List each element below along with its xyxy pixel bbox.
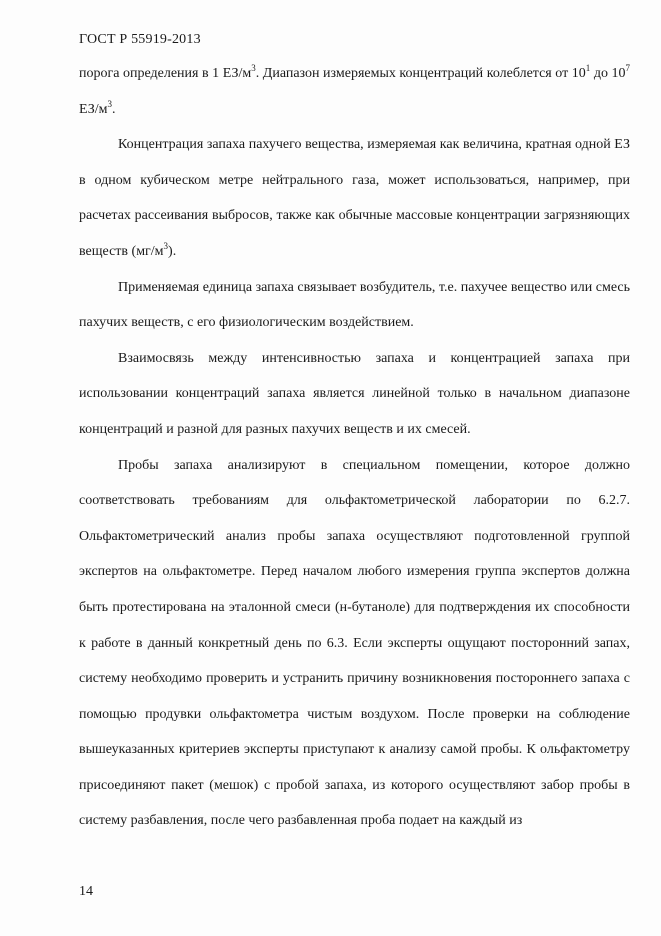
text-segment: ЕЗ/м <box>79 101 108 117</box>
text-segment: ). <box>168 243 177 259</box>
superscript: 3 <box>107 98 112 109</box>
superscript: 3 <box>251 63 256 73</box>
text-segment: Взаимосвязь между интенсивностью запаха и концентрацией запаха при использовании концентраций запаха является линейной только в начальном диапазоне концентраций и разной для разных пахучих веществ и их смесей. <box>79 350 630 437</box>
superscript: 1 <box>585 63 591 73</box>
text-segment: Пробы запаха анализируют в специальном помещении, которое должно соответствовать требованиям для ольфактометрической лаборатории по 6.2.7. Ольфактометрический анализ пробы запаха осуществляют подготовленной группой экспертов на ольфактометре. Перед началом любого измерения группа экспертов должна быть протестирована на эталонной смеси (н-бутаноле) для подтверждения их способности к работе в данный конкретный день по 6.3. Если эксперты ощущают посторонний запах, систему необходимо проверить и устранить причину возникновения постороннего запаха с помощью продувки ольфактометра чистым воздухом. После проверки на соблюдение вышеуказанных критериев эксперты приступают к анализу самой пробы. К ольфактометру присоединяют пакет (мешок) с пробой запаха, из которого осуществляют забор пробы в систему разбавления, после чего разбавленная проба подает на каждый из <box>79 457 630 829</box>
superscript: 7 <box>625 63 631 73</box>
paragraph <box>79 127 630 269</box>
paragraph <box>79 341 630 448</box>
text-segment: до 10 <box>590 66 626 81</box>
paragraph <box>79 448 630 840</box>
text-segment: . Диапазон измеряемых концентраций колеблется от 10 <box>255 66 586 81</box>
text-segment: Концентрация запаха пахучего вещества, измеряемая как величина, кратная одной ЕЗ в одном кубическом метре нейтрального газа, может использоваться, например, при расчетах рассеивания выбросов, также как обычные массовые концентрации загрязняющих веществ (мг/м <box>79 137 630 259</box>
superscript: 3 <box>163 240 169 251</box>
paragraph <box>79 56 630 127</box>
text-segment: порога определения в 1 ЕЗ/м <box>79 66 252 81</box>
text-segment: . <box>112 101 116 117</box>
body-text <box>79 56 630 839</box>
document-header-standard: ГОСТ Р 55919-2013 <box>79 32 201 47</box>
paragraph <box>79 270 630 341</box>
page-number: 14 <box>79 884 93 899</box>
text-segment: Применяемая единица запаха связывает возбудитель, т.е. пахучее вещество или смесь пахучих веществ, с его физиологическим воздействием. <box>79 279 630 331</box>
